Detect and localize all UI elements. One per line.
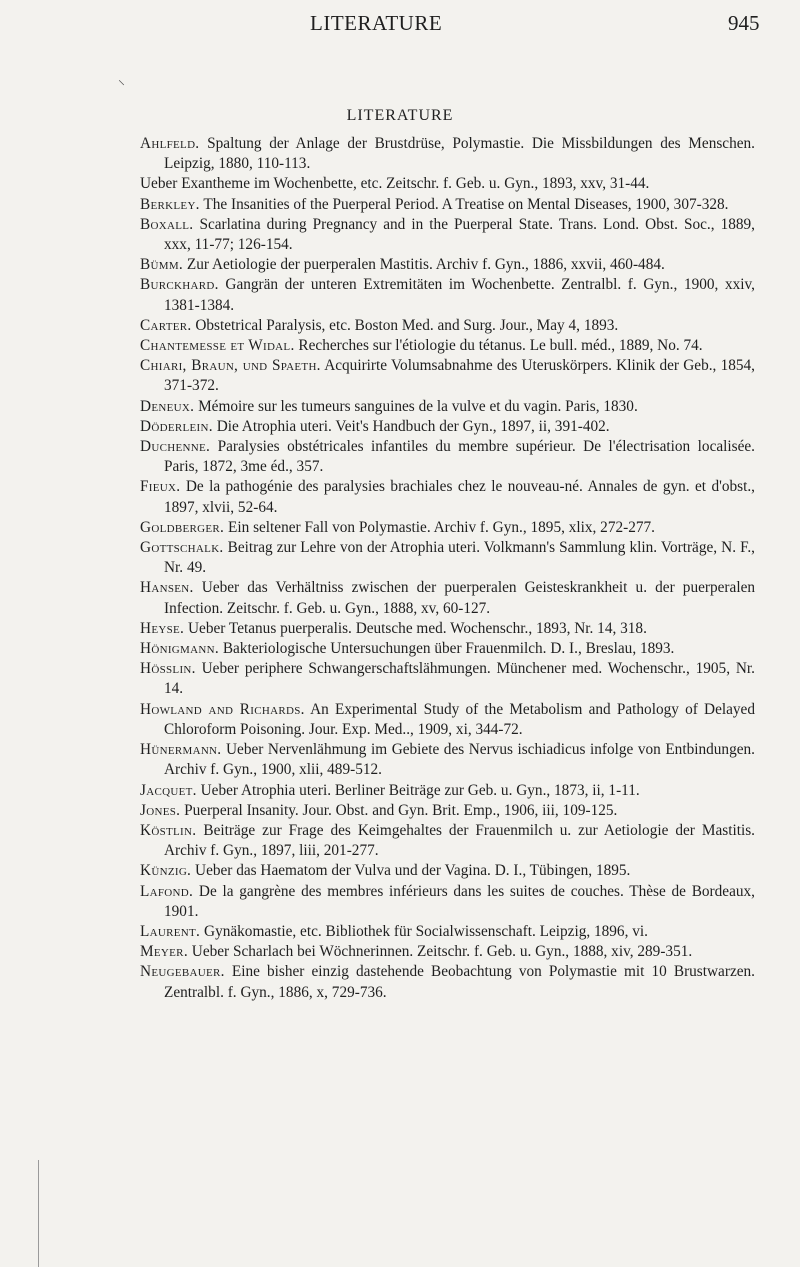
reference-author: Hönigmann. — [140, 640, 219, 658]
reference-text: Beiträge zur Frage des Keimgehaltes der Frauenmilch u. zur Aetiologie der Mastitis. Archiv f. Gyn., 1897, liii, 201-277. — [164, 821, 756, 860]
reference-text: Ueber Scharlach bei Wöchnerinnen. Zeitschr. f. Geb. u. Gyn., 1888, xiv, 289-351. — [191, 943, 693, 961]
reference-entry — [140, 174, 755, 194]
reference-entry — [140, 801, 755, 821]
reference-text: Mémoire sur les tumeurs sanguines de la vulve et du vagin. Paris, 1830. — [198, 397, 638, 415]
reference-entry — [140, 861, 755, 881]
reference-author: Berkley. — [140, 195, 200, 213]
reference-text: Bakteriologische Untersuchungen über Frauenmilch. D. I., Breslau, 1893. — [222, 640, 675, 658]
reference-text: An Experimental Study of the Metabolism and Pathology of Delayed Chloroform Poisoning. Jour. Exp. Med.., 1909, xi, 344-72. — [164, 700, 755, 738]
reference-entry — [140, 639, 755, 659]
reference-entry — [140, 578, 755, 618]
reference-text: Ueber Tetanus puerperalis. Deutsche med. Wochenschr., 1893, Nr. 14, 318. — [188, 619, 647, 637]
reference-entry — [140, 195, 755, 215]
reference-entry — [140, 781, 755, 801]
reference-text: Ueber periphere Schwangerschaftslähmungen. Münchener med. Wochenschr., 1905, Nr. 14. — [164, 660, 755, 698]
reference-entry — [140, 356, 755, 396]
reference-text: Ueber Exantheme im Wochenbette, etc. Zeitschr. f. Geb. u. Gyn., 1893, xxv, 31-44. — [140, 175, 650, 193]
running-head-title: LITERATURE — [310, 11, 443, 35]
reference-text: Ueber das Verhältniss zwischen der puerperalen Geisteskrankheit u. der puerperalen Infection. Zeitschr. f. Geb. u. Gyn., 1888, xv, 60-127. — [164, 579, 756, 617]
reference-author: Hünermann. — [140, 741, 222, 759]
reference-entry — [140, 619, 755, 639]
section-title: LITERATURE — [346, 107, 454, 124]
reference-entry — [140, 134, 755, 174]
reference-entry — [140, 922, 755, 942]
reference-author: Lafond. — [140, 882, 194, 900]
reference-list — [140, 134, 755, 1003]
reference-text: Paralysies obstétricales infantiles du membre supérieur. De l'électrisation localisée. Paris, 1872, 3me éd., 357. — [164, 438, 756, 476]
reference-entry — [140, 538, 755, 578]
gutter-line — [38, 1160, 39, 1267]
reference-text: Gynäkomastie, etc. Bibliothek für Socialwissenschaft. Leipzig, 1896, vi. — [204, 922, 648, 940]
reference-text: De la pathogénie des paralysies brachiales chez le nouveau-né. Annales de gyn. et d'obst., 1897, xlvii, 52-64. — [164, 478, 756, 516]
reference-entry — [140, 336, 755, 356]
reference-entry — [140, 215, 755, 255]
reference-entry — [140, 962, 755, 1002]
reference-text: Eine bisher einzig dastehende Beobachtung von Polymastie mit 10 Brustwarzen. Zentralbl. f. Gyn., 1886, x, 729-736. — [164, 963, 755, 1001]
reference-author: Duchenne. — [140, 438, 211, 456]
reference-entry — [140, 882, 755, 922]
reference-entry — [140, 255, 755, 275]
reference-entry — [140, 942, 755, 962]
reference-text: Zur Aetiologie der puerperalen Mastitis. Archiv f. Gyn., 1886, xxvii, 460-484. — [186, 256, 665, 274]
reference-entry — [140, 477, 755, 517]
running-head — [0, 11, 800, 37]
reference-author: Carter. — [140, 316, 192, 334]
reference-author: Goldberger. — [140, 518, 225, 536]
reference-text: Acquirirte Volumsabnahme des Uteruskörpers. Klinik der Geb., 1854, 371-372. — [164, 357, 755, 395]
reference-author: Jacquet. — [140, 781, 197, 799]
reference-text: Recherches sur l'étiologie du tétanus. Le bull. méd., 1889, No. 74. — [298, 337, 703, 355]
reference-entry — [140, 700, 755, 740]
reference-author: Künzig. — [140, 862, 192, 880]
reference-text: The Insanities of the Puerperal Period. A Treatise on Mental Diseases, 1900, 307-328. — [203, 195, 729, 213]
reference-author: Neugebauer. — [140, 963, 225, 981]
reference-author: Ahlfeld. — [140, 135, 200, 152]
reference-author: Köstlin. — [140, 821, 197, 839]
reference-author: Heyse. — [140, 619, 185, 637]
page-number: 945 — [728, 11, 760, 35]
reference-entry — [140, 437, 755, 477]
reference-text: Puerperal Insanity. Jour. Obst. and Gyn. Brit. Emp., 1906, iii, 109-125. — [184, 801, 618, 819]
reference-text: Die Atrophia uteri. Veit's Handbuch der Gyn., 1897, ii, 391-402. — [216, 417, 610, 435]
reference-entry — [140, 659, 755, 699]
reference-text: Gangrän der unteren Extremitäten im Wochenbette. Zentralbl. f. Gyn., 1900, xxiv, 1381-1384. — [164, 276, 756, 314]
reference-author: Döderlein. — [140, 417, 213, 435]
reference-entry — [140, 397, 755, 417]
reference-author: Howland and Richards. — [140, 700, 305, 718]
reference-author: Bümm. — [140, 256, 184, 274]
reference-author: Chiari, Braun, und Spaeth. — [140, 357, 321, 375]
reference-author: Gottschalk. — [140, 539, 224, 557]
reference-text: Ueber das Haematom der Vulva und der Vagina. D. I., Tübingen, 1895. — [195, 862, 631, 880]
reference-author: Hansen. — [140, 579, 194, 597]
reference-text: Spaltung der Anlage der Brustdrüse, Polymastie. Die Missbildungen des Menschen. Leipzig, 1880, 110-113. — [164, 135, 755, 173]
reference-text: Ueber Nervenlähmung im Gebiete des Nervus ischiadicus infolge von Entbindungen. Archiv f. Gyn., 1900, xlii, 489-512. — [164, 741, 755, 779]
reference-author: Burckhard. — [140, 276, 219, 294]
reference-author: Chantemesse et Widal. — [140, 337, 295, 355]
reference-author: Jones. — [140, 801, 181, 819]
reference-author: Boxall. — [140, 215, 194, 233]
reference-entry — [140, 821, 755, 861]
reference-text: De la gangrène des membres inférieurs dans les suites de couches. Thèse de Bordeaux, 1901. — [164, 882, 755, 920]
reference-text: Ueber Atrophia uteri. Berliner Beiträge zur Geb. u. Gyn., 1873, ii, 1-11. — [200, 781, 640, 799]
reference-text: Scarlatina during Pregnancy and in the Puerperal State. Trans. Lond. Obst. Soc., 1889, xxx, 11-77; 126-154. — [164, 215, 755, 254]
reference-entry — [140, 518, 755, 538]
reference-author: Meyer. — [140, 943, 188, 961]
reference-author: Hösslin. — [140, 660, 196, 678]
reference-author: Laurent. — [140, 922, 201, 940]
reference-entry — [140, 417, 755, 437]
reference-author: Deneux. — [140, 397, 195, 415]
reference-text: Ein seltener Fall von Polymastie. Archiv f. Gyn., 1895, xlix, 272-277. — [228, 518, 655, 536]
scan-mark: ⸌ — [118, 79, 125, 94]
reference-entry — [140, 275, 755, 315]
reference-author: Fieux. — [140, 478, 181, 496]
reference-entry — [140, 740, 755, 780]
reference-text: Beitrag zur Lehre von der Atrophia uteri. Volkmann's Sammlung klin. Vorträge, N. F., Nr. 49. — [164, 539, 756, 577]
reference-text: Obstetrical Paralysis, etc. Boston Med. and Surg. Jour., May 4, 1893. — [195, 316, 619, 334]
reference-entry — [140, 316, 755, 336]
